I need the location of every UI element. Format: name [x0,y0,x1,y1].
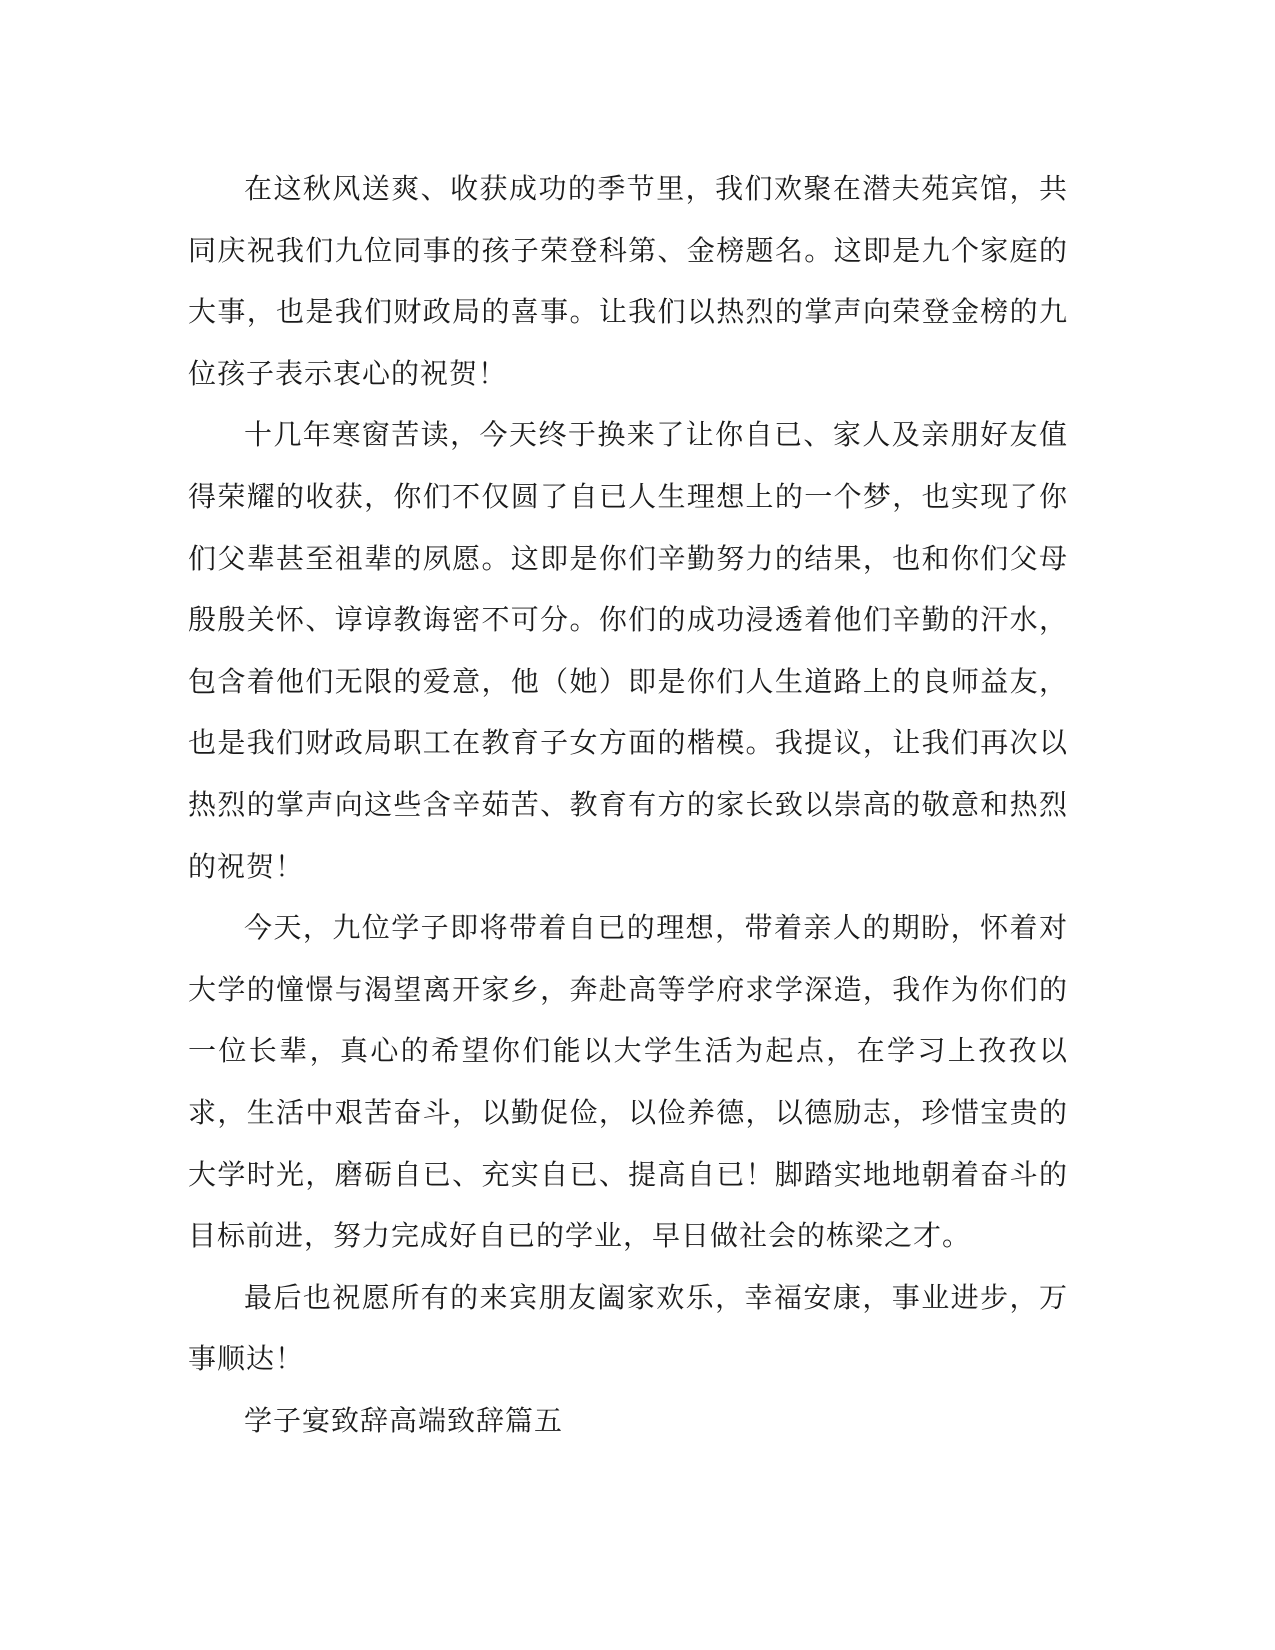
paragraph-parents: 十几年寒窗苦读，今天终于换来了让你自已、家人及亲朋好友值得荣耀的收获，你们不仅圆了自已人生理想上的一个梦，也实现了你们父辈甚至祖辈的夙愿。这即是你们辛勤努力的结果，也和你们父母殷殷关怀、谆谆教诲密不可分。你们的成功浸透着他们辛勤的汗水，包含着他们无限的爱意，他（她）即是你们人生道路上的良师益友，也是我们财政局职工在教育子女方面的楷模。我提议，让我们再次以热烈的掌声向这些含辛茹苦、教育有方的家长致以崇高的敬意和热烈的祝贺！ [188,418,1068,883]
paragraph-wishes: 今天，九位学子即将带着自已的理想，带着亲人的期盼，怀着对大学的憧憬与渴望离开家乡，奔赴高等学府求学深造，我作为你们的一位长辈，真心的希望你们能以大学生活为起点，在学习上孜孜以求，生活中艰苦奋斗，以勤促俭，以俭养德，以德励志，珍惜宝贵的大学时光，磨砺自已、充实自已、提高自已！脚踏实地地朝着奋斗的目标前进，努力完成好自已的学业，早日做社会的栋梁之才。 [188,911,1068,1253]
paragraph-opening: 在这秋风送爽、收获成功的季节里，我们欢聚在潜夫苑宾馆，共同庆祝我们九位同事的孩子荣登科第、金榜题名。这即是九个家庭的大事，也是我们财政局的喜事。让我们以热烈的掌声向荣登金榜的九位孩子表示衷心的祝贺！ [188,172,1068,390]
paragraph-closing: 最后也祝愿所有的来宾朋友阖家欢乐，幸福安康，事业进步，万事顺达！ [188,1280,1068,1376]
document-body [188,158,1068,1451]
section-heading: 学子宴致辞高端致辞篇五 [244,1403,564,1437]
